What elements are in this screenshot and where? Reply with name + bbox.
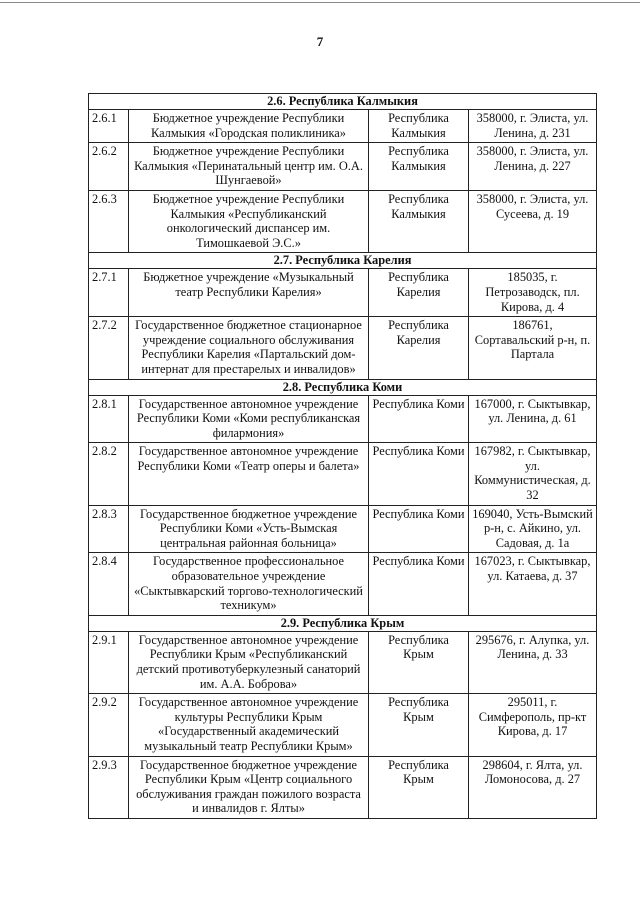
section-title: 2.7. Республика Карелия: [89, 253, 597, 269]
row-number: 2.9.3: [89, 756, 129, 818]
table-row: [89, 190, 597, 252]
section-header-row: [89, 615, 597, 631]
section-title: 2.9. Республика Крым: [89, 615, 597, 631]
institution-name: Государственное автономное учреждение Республики Коми «Театр оперы и балета»: [129, 443, 369, 505]
region-name: Республика Крым: [369, 756, 469, 818]
row-number: 2.8.1: [89, 395, 129, 443]
table-row: [89, 395, 597, 443]
institution-address: 185035, г. Петрозаводск, пл. Кирова, д. 4: [469, 269, 597, 317]
row-number: 2.8.3: [89, 505, 129, 553]
section-header-row: [89, 94, 597, 110]
institution-name: Бюджетное учреждение «Музыкальный театр Республики Карелия»: [129, 269, 369, 317]
institution-address: 169040, Усть-Вымский р-н, с. Айкино, ул. Садовая, д. 1а: [469, 505, 597, 553]
page-top-rule: [0, 2, 640, 3]
table-row: [89, 694, 597, 756]
table-row: [89, 110, 597, 143]
table-row: [89, 505, 597, 553]
region-name: Республика Коми: [369, 443, 469, 505]
institution-address: 167000, г. Сыктывкар, ул. Ленина, д. 61: [469, 395, 597, 443]
row-number: 2.6.1: [89, 110, 129, 143]
institution-address: 358000, г. Элиста, ул. Ленина, д. 231: [469, 110, 597, 143]
institution-address: 167982, г. Сыктывкар, ул. Коммунистическая, д. 32: [469, 443, 597, 505]
institution-name: Бюджетное учреждение Республики Калмыкия «Перинатальный центр им. О.А. Шунгаевой»: [129, 143, 369, 191]
institution-name: Государственное бюджетное стационарное учреждение социального обслуживания Республики Карелия «Партальский дом-интернат для престарелых и инвалидов»: [129, 317, 369, 379]
institution-name: Государственное профессиональное образовательное учреждение «Сыктывкарский торгово-технологический техникум»: [129, 553, 369, 615]
row-number: 2.9.2: [89, 694, 129, 756]
table-row: [89, 317, 597, 379]
institution-name: Бюджетное учреждение Республики Калмыкия «Городская поликлиника»: [129, 110, 369, 143]
institution-address: 298604, г. Ялта, ул. Ломоносова, д. 27: [469, 756, 597, 818]
table-row: [89, 756, 597, 818]
institution-name: Государственное бюджетное учреждение Республики Коми «Усть-Вымская центральная районная больница»: [129, 505, 369, 553]
region-name: Республика Крым: [369, 631, 469, 693]
section-header-row: [89, 379, 597, 395]
region-name: Республика Крым: [369, 694, 469, 756]
institution-name: Государственное бюджетное учреждение Республики Крым «Центр социального обслуживания граждан пожилого возраста и инвалидов г. Ялты»: [129, 756, 369, 818]
region-name: Республика Калмыкия: [369, 143, 469, 191]
section-title: 2.6. Республика Калмыкия: [89, 94, 597, 110]
institution-address: 295011, г. Симферополь, пр-кт Кирова, д. 17: [469, 694, 597, 756]
region-name: Республика Коми: [369, 395, 469, 443]
institution-name: Государственное автономное учреждение Республики Крым «Республиканский детский противотуберкулезный санаторий им. А.А. Боброва»: [129, 631, 369, 693]
region-name: Республика Коми: [369, 505, 469, 553]
section-title: 2.8. Республика Коми: [89, 379, 597, 395]
region-name: Республика Калмыкия: [369, 110, 469, 143]
table-row: [89, 269, 597, 317]
section-header-row: [89, 253, 597, 269]
row-number: 2.6.3: [89, 190, 129, 252]
institutions-table: [88, 93, 597, 819]
table-row: [89, 143, 597, 191]
institution-address: 167023, г. Сыктывкар, ул. Катаева, д. 37: [469, 553, 597, 615]
institution-name: Бюджетное учреждение Республики Калмыкия «Республиканский онкологический диспансер им. Тимошкаевой Э.С.»: [129, 190, 369, 252]
row-number: 2.7.1: [89, 269, 129, 317]
institution-name: Государственное автономное учреждение культуры Республики Крым «Государственный академический музыкальный театр Республики Крым»: [129, 694, 369, 756]
row-number: 2.7.2: [89, 317, 129, 379]
institution-address: 358000, г. Элиста, ул. Ленина, д. 227: [469, 143, 597, 191]
region-name: Республика Карелия: [369, 269, 469, 317]
region-name: Республика Калмыкия: [369, 190, 469, 252]
page-number: 7: [316, 34, 324, 49]
region-name: Республика Карелия: [369, 317, 469, 379]
row-number: 2.6.2: [89, 143, 129, 191]
row-number: 2.9.1: [89, 631, 129, 693]
row-number: 2.8.4: [89, 553, 129, 615]
row-number: 2.8.2: [89, 443, 129, 505]
table-row: [89, 443, 597, 505]
table-row: [89, 631, 597, 693]
region-name: Республика Коми: [369, 553, 469, 615]
institution-address: 295676, г. Алупка, ул. Ленина, д. 33: [469, 631, 597, 693]
institution-address: 358000, г. Элиста, ул. Сусеева, д. 19: [469, 190, 597, 252]
institution-name: Государственное автономное учреждение Республики Коми «Коми республиканская филармония»: [129, 395, 369, 443]
institution-address: 186761, Сортавальский р-н, п. Партала: [469, 317, 597, 379]
table-row: [89, 553, 597, 615]
